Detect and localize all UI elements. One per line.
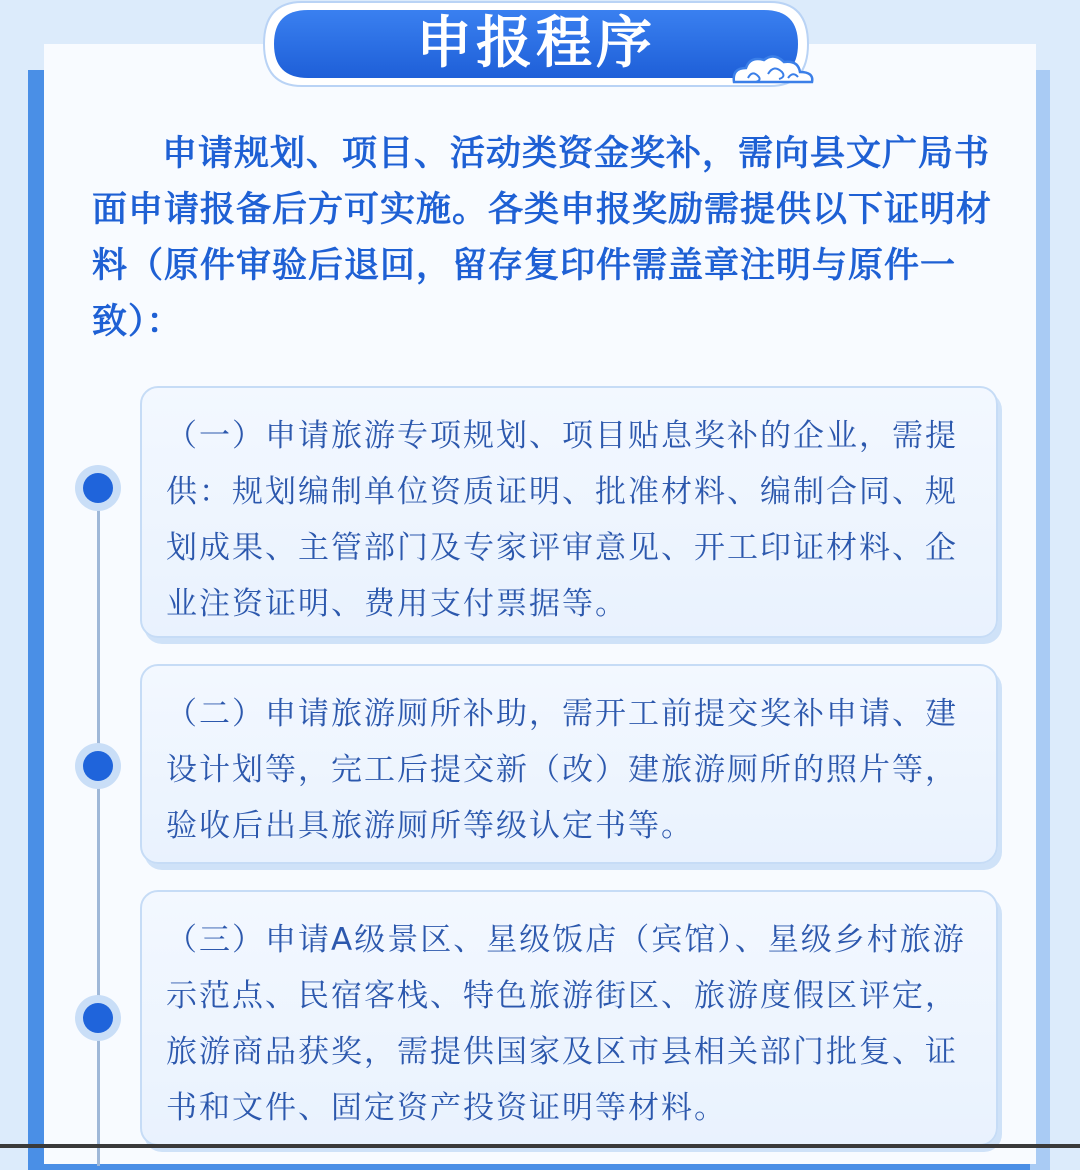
bottom-bar — [0, 1144, 1080, 1148]
procedure-card-2 — [140, 664, 998, 864]
timeline-line — [97, 486, 100, 1166]
timeline-dot-1 — [75, 465, 121, 511]
procedure-card-3 — [140, 890, 998, 1146]
procedure-text-1: （一）申请旅游专项规划、项目贴息奖补的企业，需提供：规划编制单位资质证明、批准材料、编制合同、规划成果、主管部门及专家评审意见、开工印证材料、企业注资证明、费用支付票据等。 — [166, 418, 958, 622]
page-title: 申报程序 — [416, 11, 656, 76]
procedure-text-2: （二）申请旅游厕所补助，需开工前提交奖补申请、建设计划等，完工后提交新（改）建旅游厕所的照片等，验收后出具旅游厕所等级认定书等。 — [166, 696, 958, 844]
procedure-card-1 — [140, 386, 998, 638]
intro-paragraph: 申请规划、项目、活动类资金奖补，需向县文广局书面申请报备后方可实施。各类申报奖励需提供以下证明材料（原件审验后退回，留存复印件需盖章注明与原件一致）： — [92, 134, 993, 342]
cloud-icon — [728, 52, 818, 92]
procedure-text-3: （三）申请A级景区、星级饭店（宾馆）、星级乡村旅游示范点、民宿客栈、特色旅游街区、旅游度假区评定，旅游商品获奖，需提供国家及区市县相关部门批复、证书和文件、固定资产投资证明等材料。 — [166, 922, 966, 1126]
timeline-dot-3 — [75, 995, 121, 1041]
timeline-dot-2 — [75, 743, 121, 789]
